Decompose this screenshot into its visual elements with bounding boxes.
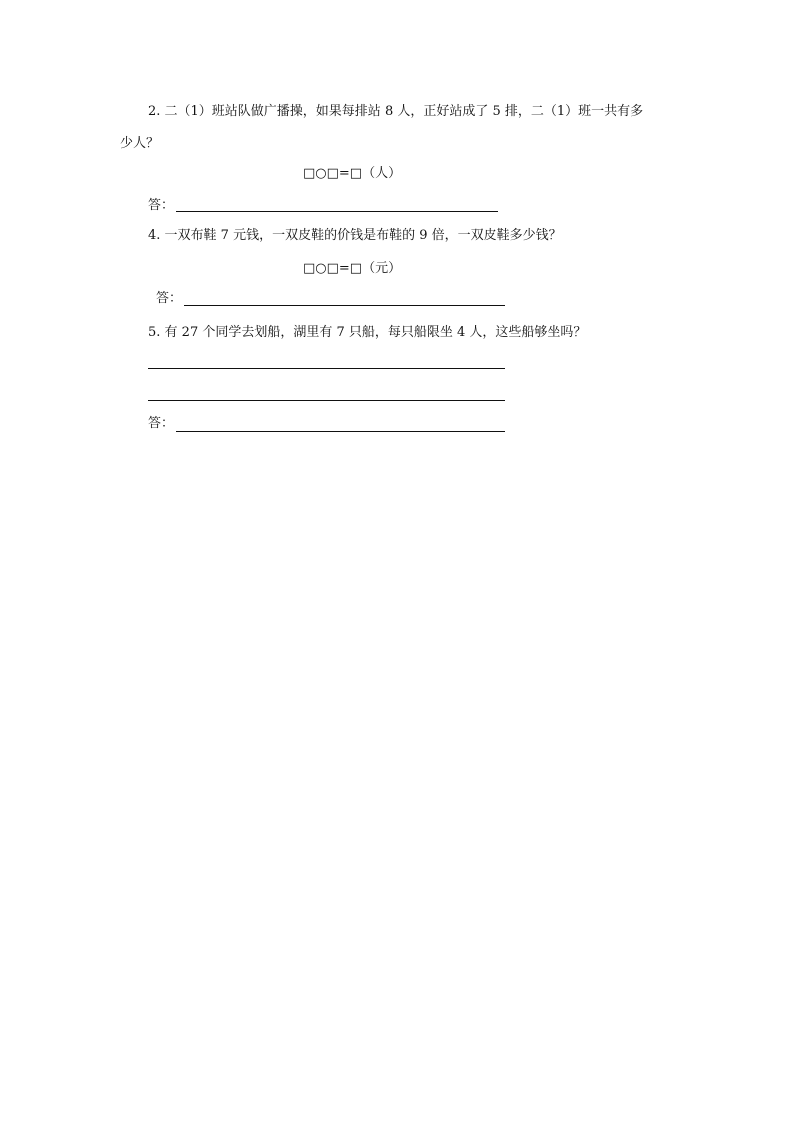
question-4-formula: □○□=□（元） <box>303 261 402 276</box>
question-5-text: 5. 有 27 个同学去划船，湖里有 7 只船，每只船限坐 4 人，这些船够坐吗？ <box>148 325 587 340</box>
question-5-answer-line[interactable] <box>176 431 505 432</box>
question-2-text-line1: 2. 二（1）班站队做广播操，如果每排站 8 人，正好站成了 5 排，二（1）班一共有多 <box>148 104 644 119</box>
question-5-work-line-2[interactable] <box>148 400 505 401</box>
question-5-work-line-1[interactable] <box>148 368 505 369</box>
question-4-answer-label: 答： <box>156 291 183 306</box>
question-2-text-line2: 少人？ <box>120 136 160 151</box>
question-5-answer-label: 答： <box>148 416 175 431</box>
question-2-answer-line[interactable] <box>176 211 498 212</box>
question-2-formula: □○□=□（人） <box>303 166 402 181</box>
question-2-answer-label: 答： <box>148 198 175 213</box>
question-4-text: 4. 一双布鞋 7 元钱，一双皮鞋的价钱是布鞋的 9 倍，一双皮鞋多少钱？ <box>148 228 562 243</box>
question-4-answer-line[interactable] <box>184 305 505 306</box>
